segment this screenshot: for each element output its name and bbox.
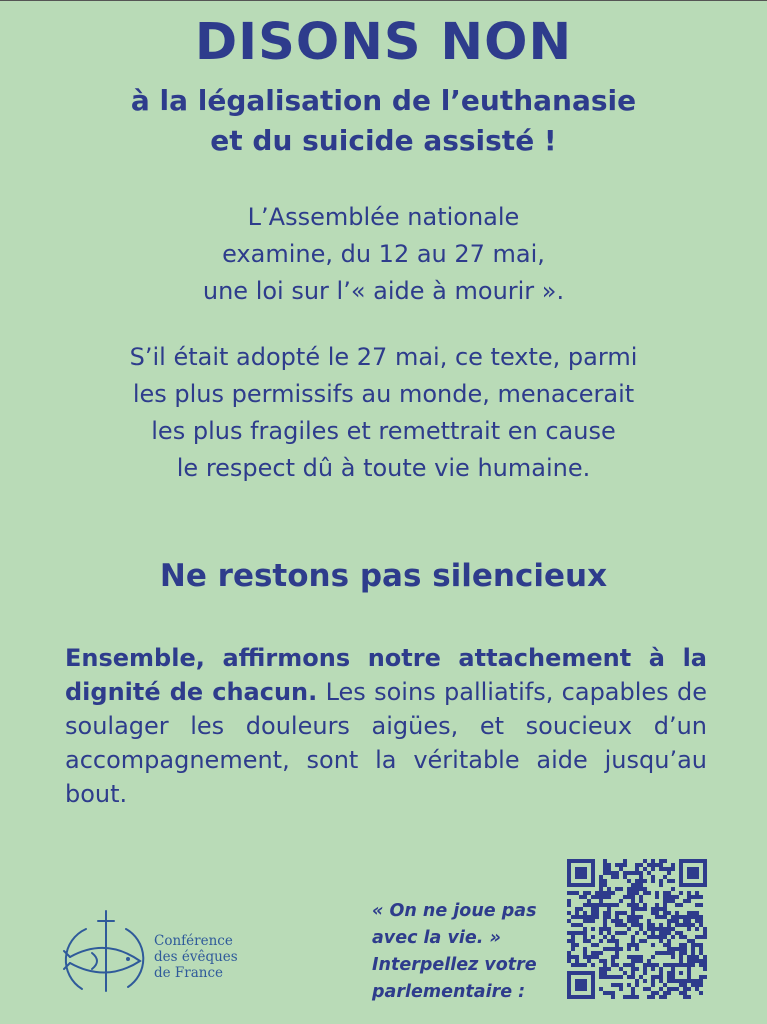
cta-line: avec la vie. » bbox=[372, 928, 501, 948]
cta-line: Interpellez votre bbox=[372, 955, 537, 975]
logo-line: de France bbox=[154, 965, 224, 981]
subtitle-line: et du suicide assisté ! bbox=[210, 124, 557, 157]
call-body: Les soins palliatifs, capables de soulager les douleurs aigües, et soucieux d’un accompagnement, sont la véritable aide jusqu’au bout. bbox=[65, 678, 708, 808]
qr-code-graphic[interactable] bbox=[567, 859, 707, 999]
logo-line: des évêques bbox=[154, 949, 238, 965]
section-heading: Ne restons pas silencieux bbox=[159, 558, 608, 594]
call-emphasis: Ensemble, affirmons notre attachement à la dignité de chacun. bbox=[65, 644, 707, 706]
intro-line: examine, du 12 au 27 mai, bbox=[222, 240, 545, 268]
warning-line: les plus permissifs au monde, menacerait bbox=[132, 380, 635, 408]
poster-subtitle bbox=[0, 81, 767, 161]
poster-title: DISONS NON bbox=[194, 13, 573, 72]
warning-line: S’il était adopté le 27 mai, ce texte, parmi bbox=[129, 343, 638, 371]
intro-line: une loi sur l’« aide à mourir ». bbox=[202, 277, 565, 305]
intro-line: L’Assemblée nationale bbox=[247, 203, 520, 231]
call-paragraph bbox=[65, 641, 707, 811]
intro-paragraph bbox=[0, 199, 767, 310]
call-to-action bbox=[372, 898, 562, 1006]
warning-line: le respect dû à toute vie humaine. bbox=[176, 454, 591, 482]
cef-logo bbox=[62, 909, 262, 999]
warning-paragraph bbox=[0, 339, 767, 487]
qr-code-icon[interactable] bbox=[567, 859, 707, 999]
cross-fish-icon bbox=[62, 909, 148, 999]
logo-wordmark bbox=[154, 933, 238, 981]
logo-line: Conférence bbox=[154, 933, 233, 949]
warning-line: les plus fragiles et remettrait en cause bbox=[151, 417, 616, 445]
cta-line: « On ne joue pas bbox=[372, 901, 537, 921]
cta-line: parlementaire : bbox=[372, 982, 526, 1002]
subtitle-line: à la légalisation de l’euthanasie bbox=[130, 84, 637, 117]
